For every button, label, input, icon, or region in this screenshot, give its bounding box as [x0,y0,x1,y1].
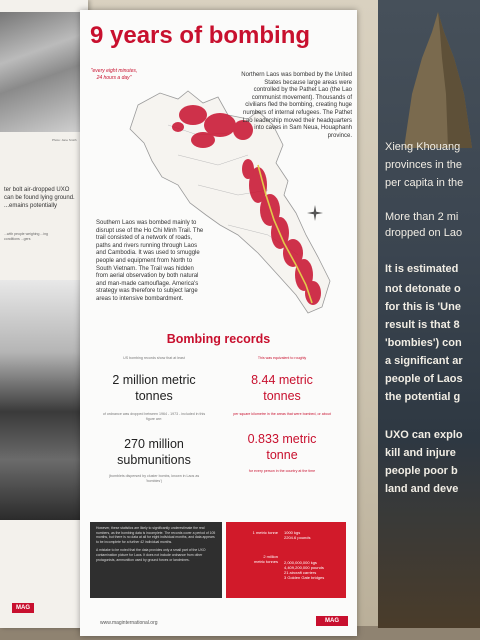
right-panel-line: It is estimated [385,263,459,275]
stat-note: of ordnance was dropped between 1964 - 1973 - included in this figure are: [102,412,206,421]
compass-icon [306,204,324,222]
stat-note: US bombing records show that at least [123,356,185,360]
comparison-value: 3 Golden Gate bridges [284,575,325,580]
bombing-poster [80,10,357,636]
right-panel-line: kill and injure [385,447,456,459]
comparison-label-line: metric tonnes [253,559,278,564]
left-stats-column [94,356,214,484]
right-panel-line: people poor b [385,465,458,477]
right-panel-line: dropped on Lao [385,227,463,239]
mag-logo: MAG [316,616,348,626]
right-exhibit-panel [378,0,480,628]
comparison-value: 1000 kgs [284,530,301,535]
comparison-label-line: 2 million [263,554,278,559]
stat-value-tonnes: 2 million metric tonnes [112,373,196,403]
poster-quote: "every eight minutes, 24 hours a day" [90,68,138,81]
stat-value-submunitions: 270 million submunitions [117,437,191,467]
right-panel-line: 'bombies') con [385,337,462,349]
map-caption: Southern Laos was bombed mainly to disrupt use of the Ho Chi Minh Trail. The trail consisted of a network of roads, paths and rivers running through Laos and Cambodia. It was used to smuggle people and equipment from North to South Vietnam. The Trail was hidden from aerial observation by both natural and man-made camouflage. America's strategy was therefore to subject large areas to intensive bombardment. [96,220,204,302]
comparison-values [284,560,344,580]
comparison-label [230,554,278,564]
right-panel-line: provinces in the [385,159,463,171]
comparison-value: 2204.6 pounds [284,535,311,540]
photo-caption: Photo: Jane Smith [52,138,77,142]
mag-logo: MAG [12,603,34,613]
right-panel-line: More than 2 mi [385,211,459,223]
compass-rose [306,204,324,222]
website-url: www.maginternational.org [100,620,158,626]
comparison-value: 4,409,200,000 pounds [284,565,324,570]
poster-title: 9 years of bombing [90,22,311,49]
right-panel-line: not detonate o [385,283,461,295]
caveat-paragraph: A mistake to be noted that the data provides only a small part of the UXO contamination picture for Laos. It does not include ordnance from other protagonists, ammunition used by ground forces or landmines. [96,548,206,562]
comparison-values [284,530,344,540]
intro-text: Northern Laos was bombed by the United States because large areas were controlled by the Pathet Lao (the Lao communist movement). Thousands of civilians fled the bombing, creating huge numbers of internal refugees. The Pathet Lao leadership moved their headquarters into caves in Sam Neua, Houaphanh province. [241,72,352,139]
tonnage-comparison-box [226,522,346,598]
right-panel-line: per capita in the [385,177,464,189]
stat-note: (bomblets dispersed by cluster bombs, known in Laos as 'bombies') [108,474,200,483]
right-panel-line: people of Laos [385,373,463,385]
bombing-records-heading: Bombing records [166,332,271,346]
stat-value-per-person: 0.833 metric tonne [247,432,317,462]
left-exhibit-panel [0,0,88,628]
left-panel-small-text: ...with people weighing ...ing conditions ...gers [4,232,48,241]
comparison-label: 1 metric tonne [252,530,278,535]
right-panel-line: Xieng Khouang [385,141,461,153]
right-panel-line: result is that 8 [385,319,460,331]
right-stats-column [222,356,342,474]
comparison-value: 2,000,000,000 kgs [284,560,317,565]
right-panel-line: a significant ar [385,355,463,367]
stat-note: for every person in the country at the time [248,469,316,473]
stat-note: per square kilometre in the areas that were bombed, or about [233,412,331,416]
right-panel-line: the potential g [385,391,461,403]
right-panel-line: for this is 'Une [385,301,461,313]
right-panel-line: land and deve [385,483,459,495]
stupa-photo [388,8,480,148]
stat-note: This was equivalent to roughly [257,356,307,360]
stat-value-per-km: 8.44 metric tonnes [251,373,313,403]
right-panel-line: UXO can explo [385,429,463,441]
caveat-paragraph: However, these statistics are likely to significantly underestimate the real numbers, as the bombing data is incomplete. The records cover a period of 105 months, but there is no data at all for eight individual months, and data appears to be incomplete for a further 42 individual months. [96,526,216,544]
forest-photo [0,280,84,520]
left-panel-text: ter bolt air-dropped UXO can be found lying ground. ...emains potentially [4,187,75,209]
rice-field-photo [0,12,80,132]
data-caveat-box [90,522,222,598]
comparison-value: 21 aircraft carriers [284,570,317,575]
